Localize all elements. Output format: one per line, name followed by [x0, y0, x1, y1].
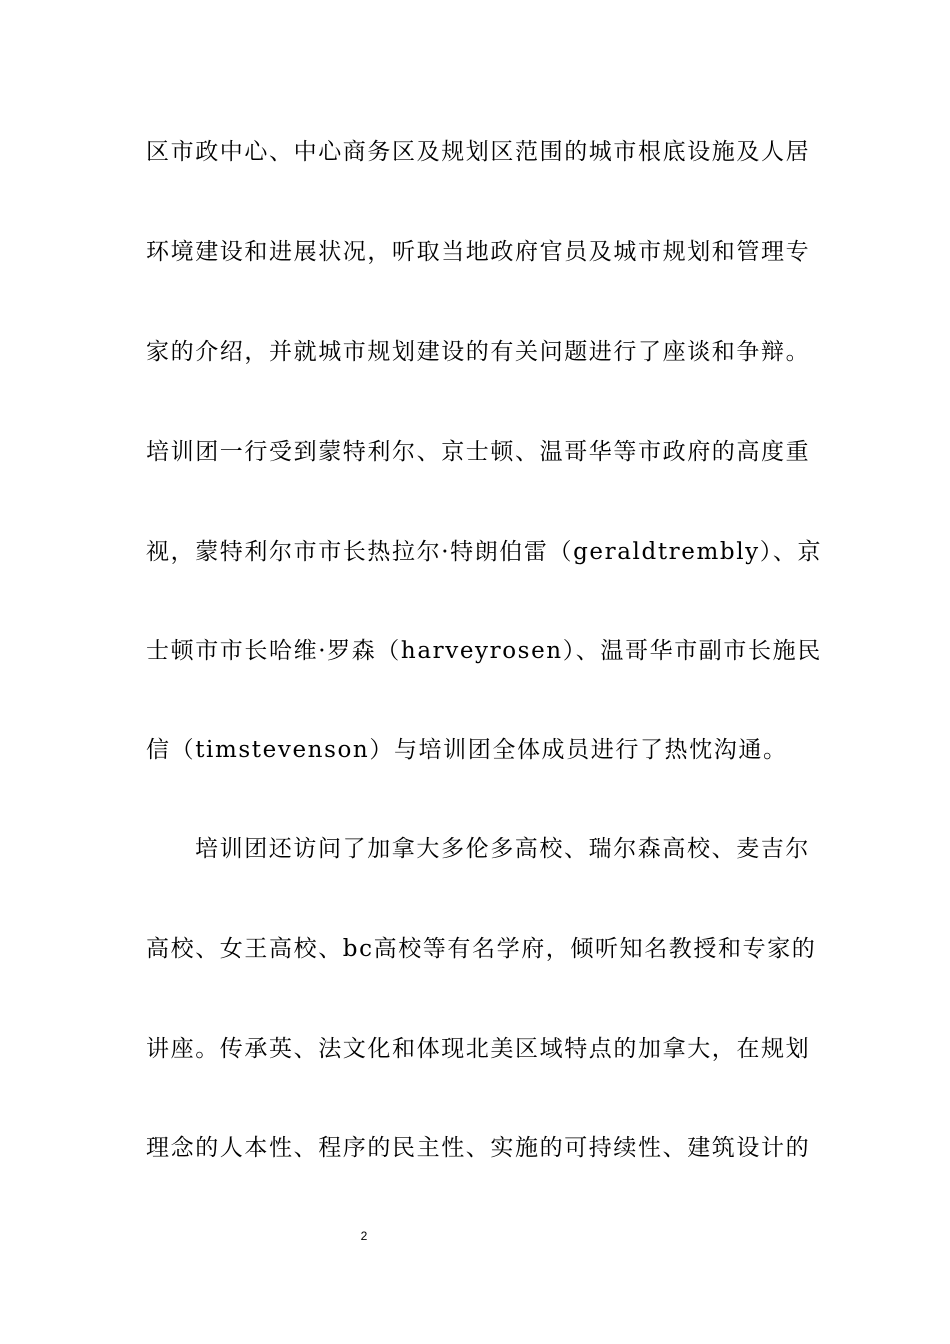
text-line: 信（timstevenson）与培训团全体成员进行了热忱沟通。 — [146, 737, 788, 763]
text-line: 士顿市市长哈维·罗森（harveyrosen）、温哥华市副市长施民 — [146, 638, 822, 664]
text-line: 环境建设和进展状况，听取当地政府官员及城市规划和管理专 — [146, 239, 811, 265]
text-line: 区市政中心、中心商务区及规划区范围的城市根底设施及人居 — [146, 139, 811, 165]
text-line: 讲座。传承英、法文化和体现北美区域特点的加拿大，在规划 — [146, 1036, 811, 1062]
page-number: 2 — [360, 1229, 368, 1243]
paragraph-start-line: 培训团还访问了加拿大多伦多高校、瑞尔森高校、麦吉尔 — [195, 836, 810, 862]
text-line: 视，蒙特利尔市市长热拉尔·特朗伯雷（geraldtrembly）、京 — [146, 539, 823, 565]
text-line: 家的介绍，并就城市规划建设的有关问题进行了座谈和争辩。 — [146, 339, 811, 365]
text-line: 高校、女王高校、bc高校等有名学府，倾听知名教授和专家的 — [146, 936, 817, 962]
text-line: 理念的人本性、程序的民主性、实施的可持续性、建筑设计的 — [146, 1135, 811, 1161]
text-line: 培训团一行受到蒙特利尔、京士顿、温哥华等市政府的高度重 — [146, 439, 811, 465]
